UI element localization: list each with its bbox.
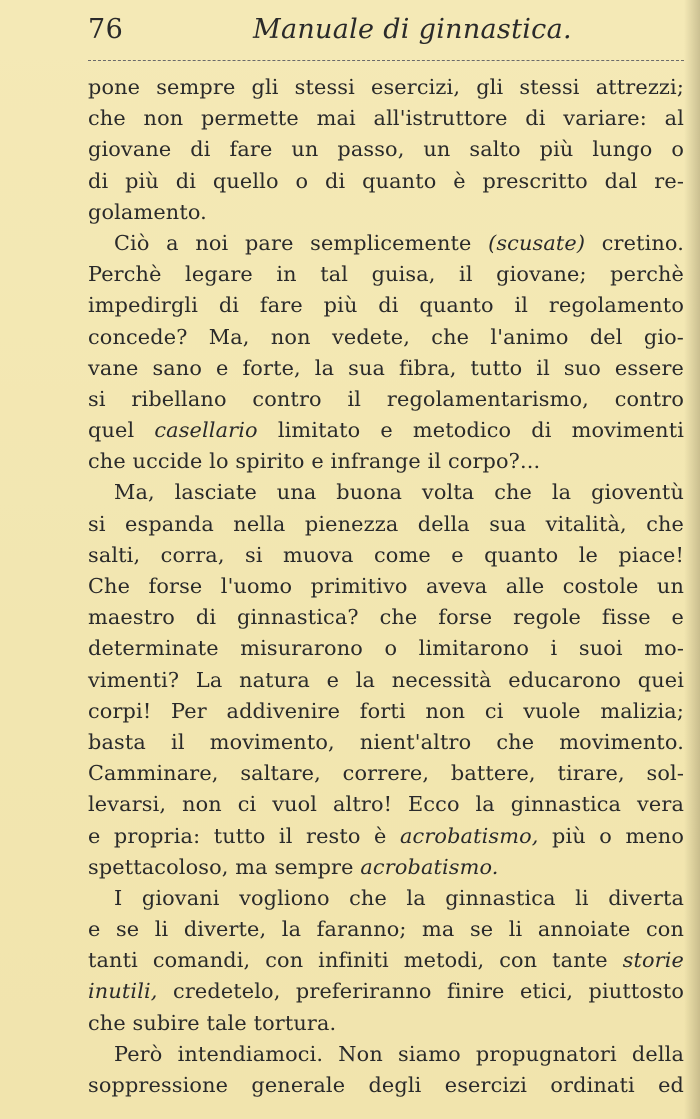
text-line: soppressione generale degli esercizi ordinati ed	[88, 1073, 684, 1097]
text-line: determinate misurarono o limitarono i suoi mo-	[88, 636, 684, 661]
text-line: pone sempre gli stessi esercizi, gli stessi attrezzi;	[88, 75, 684, 99]
text-line: si espanda nella pienezza della sua vitalità, che	[88, 511, 684, 536]
text-line: Ma, lasciate una buona volta che la gioventù	[114, 480, 684, 505]
text-line: basta il movimento, nient'altro che movimento.	[88, 729, 684, 754]
text-line: si ribellano contro il regolamentarismo, contro	[88, 386, 684, 411]
text-line: che uccide lo spirito e infrange il corpo?...	[88, 449, 541, 474]
text-line: levarsi, non ci vuol altro! Ecco la ginnastica vera	[88, 792, 684, 817]
italic-word: casellario	[154, 418, 258, 443]
italic-word: acrobatismo,	[399, 823, 539, 848]
italic-word: inutili,	[88, 979, 158, 1004]
running-title: Manuale di ginnastica.	[253, 14, 572, 45]
text-line: golamento.	[88, 199, 207, 224]
text-line: Ciò a noi pare semplicemente (scusate) cretino.	[114, 230, 684, 255]
text-line: corpi! Per addivenire forti non ci vuole malizia;	[88, 698, 684, 723]
text-line: vane sano e forte, la sua fibra, tutto il suo essere	[88, 355, 684, 380]
text-line: Perchè legare in tal guisa, il giovane; perchè	[88, 262, 684, 287]
page-header	[88, 14, 684, 50]
text-line: spettacoloso, ma sempre acrobatismo.	[88, 854, 499, 879]
text-line: salti, corra, si muova come e quanto le piace!	[88, 542, 684, 567]
page-number: 76	[88, 14, 124, 45]
text-line: giovane di fare un passo, un salto più lungo o	[88, 137, 684, 162]
text-line: Però intendiamoci. Non siamo propugnatori della	[114, 1041, 684, 1066]
italic-word: (scusate)	[488, 230, 586, 255]
text-line: I giovani vogliono che la ginnastica li diverta	[114, 885, 684, 910]
text-line: di più di quello o di quanto è prescritto dal re-	[88, 168, 684, 193]
text-line: Che forse l'uomo primitivo aveva alle costole un	[88, 574, 684, 598]
page-edge-shadow	[684, 0, 700, 1119]
text-line: vimenti? La natura e la necessità educarono quei	[88, 667, 684, 692]
text-line: quel casellario limitato e metodico di movimenti	[88, 418, 685, 443]
italic-word: acrobatismo.	[360, 854, 499, 879]
text-line: Camminare, saltare, correre, battere, tirare, sol-	[88, 761, 684, 786]
text-line: impedirgli di fare più di quanto il regolamento	[88, 293, 684, 318]
text-line: che non permette mai all'istruttore di variare: al	[88, 106, 684, 131]
text-line: concede? Ma, non vedete, che l'animo del gio-	[88, 324, 684, 349]
text-line: e propria: tutto il resto è acrobatismo, più o meno	[88, 823, 684, 848]
text-line: inutili, credetelo, preferiranno finire etici, piuttosto	[88, 979, 685, 1004]
italic-word: storie	[622, 948, 685, 973]
header-rule	[88, 60, 684, 61]
text-line: tanti comandi, con infiniti metodi, con tante storie	[88, 948, 685, 973]
text-line: maestro di ginnastica? che forse regole fisse e	[88, 605, 684, 630]
text-line: che subire tale tortura.	[88, 1010, 337, 1035]
text-line: e se li diverte, la faranno; ma se li annoiate con	[88, 917, 684, 942]
body-text	[88, 72, 684, 1101]
